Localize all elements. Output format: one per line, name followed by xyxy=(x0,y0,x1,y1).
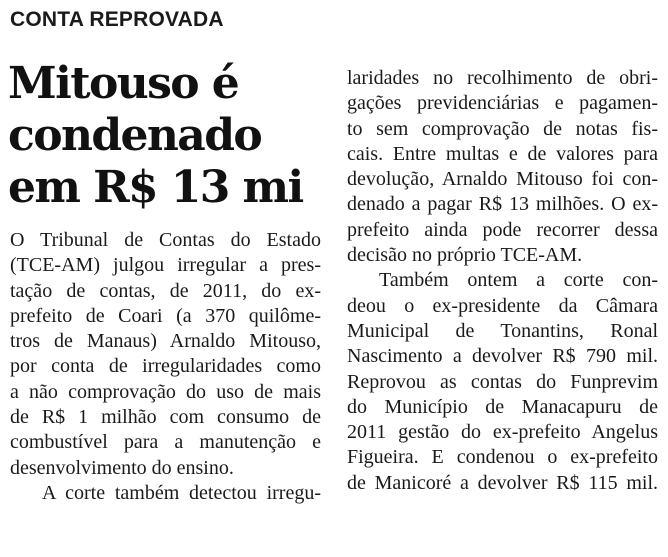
headline-line-2: condenado xyxy=(8,110,262,161)
article-headline xyxy=(8,58,330,214)
body-line: desenvolvimento do ensino. xyxy=(10,456,234,479)
body-line: do Município de Manacapuru de xyxy=(347,395,658,418)
body-line: prefeito de Coari (a 370 quilôme- xyxy=(10,304,321,327)
body-line: devolução, Arnaldo Mitouso foi con- xyxy=(347,168,658,191)
body-line: Municipal de Tonantins, Ronal xyxy=(347,319,658,342)
body-line: laridades no recolhimento de obri- xyxy=(347,67,658,89)
body-line: prefeito ainda pode recorrer dessa xyxy=(347,218,658,241)
body-line: de R$ 1 milhão com consumo de xyxy=(10,406,321,429)
body-line: tros de Manaus) Arnaldo Mitouso, xyxy=(10,330,321,353)
headline-line-1: Mitouso é xyxy=(8,58,239,109)
body-line: decisão no próprio TCE-AM. xyxy=(347,244,583,267)
body-line: de Manicoré a devolver R$ 115 mil. xyxy=(347,471,658,494)
body-line: cais. Entre multas e de valores para xyxy=(347,142,658,165)
body-line: Nascimento a devolver R$ 790 mil. xyxy=(347,345,658,368)
section-kicker: CONTA REPROVADA xyxy=(10,8,224,31)
article-body-right-column xyxy=(347,66,658,496)
body-line: por conta de irregularidades como xyxy=(10,355,321,378)
body-line: tação de contas, de 2011, do ex- xyxy=(10,279,321,302)
headline-line-3: em R$ 13 mi xyxy=(8,162,303,213)
body-line: Também ontem a corte con- xyxy=(379,269,658,292)
body-line: deou o ex-presidente da Câmara xyxy=(347,294,658,317)
body-line: to sem comprovação de notas fis- xyxy=(347,117,658,140)
body-line: (TCE-AM) julgou irregular a pres- xyxy=(10,254,321,277)
body-line: combustível para a manutenção e xyxy=(10,431,321,454)
body-line: A corte também detectou irregu- xyxy=(42,481,321,504)
body-line: a não comprovação do uso de mais xyxy=(10,380,321,403)
body-line: 2011 gestão do ex-prefeito Angelus xyxy=(347,421,658,444)
body-line: Reprovou as contas do Funprevim xyxy=(347,370,658,393)
article-body-left-column xyxy=(10,228,321,506)
body-line: denado a pagar R$ 13 milhões. O ex- xyxy=(347,193,658,216)
body-line: Figueira. E condenou o ex-prefeito xyxy=(347,446,658,469)
body-line: gações previdenciárias e pagamen- xyxy=(347,92,658,115)
body-line: O Tribunal de Contas do Estado xyxy=(10,229,321,251)
